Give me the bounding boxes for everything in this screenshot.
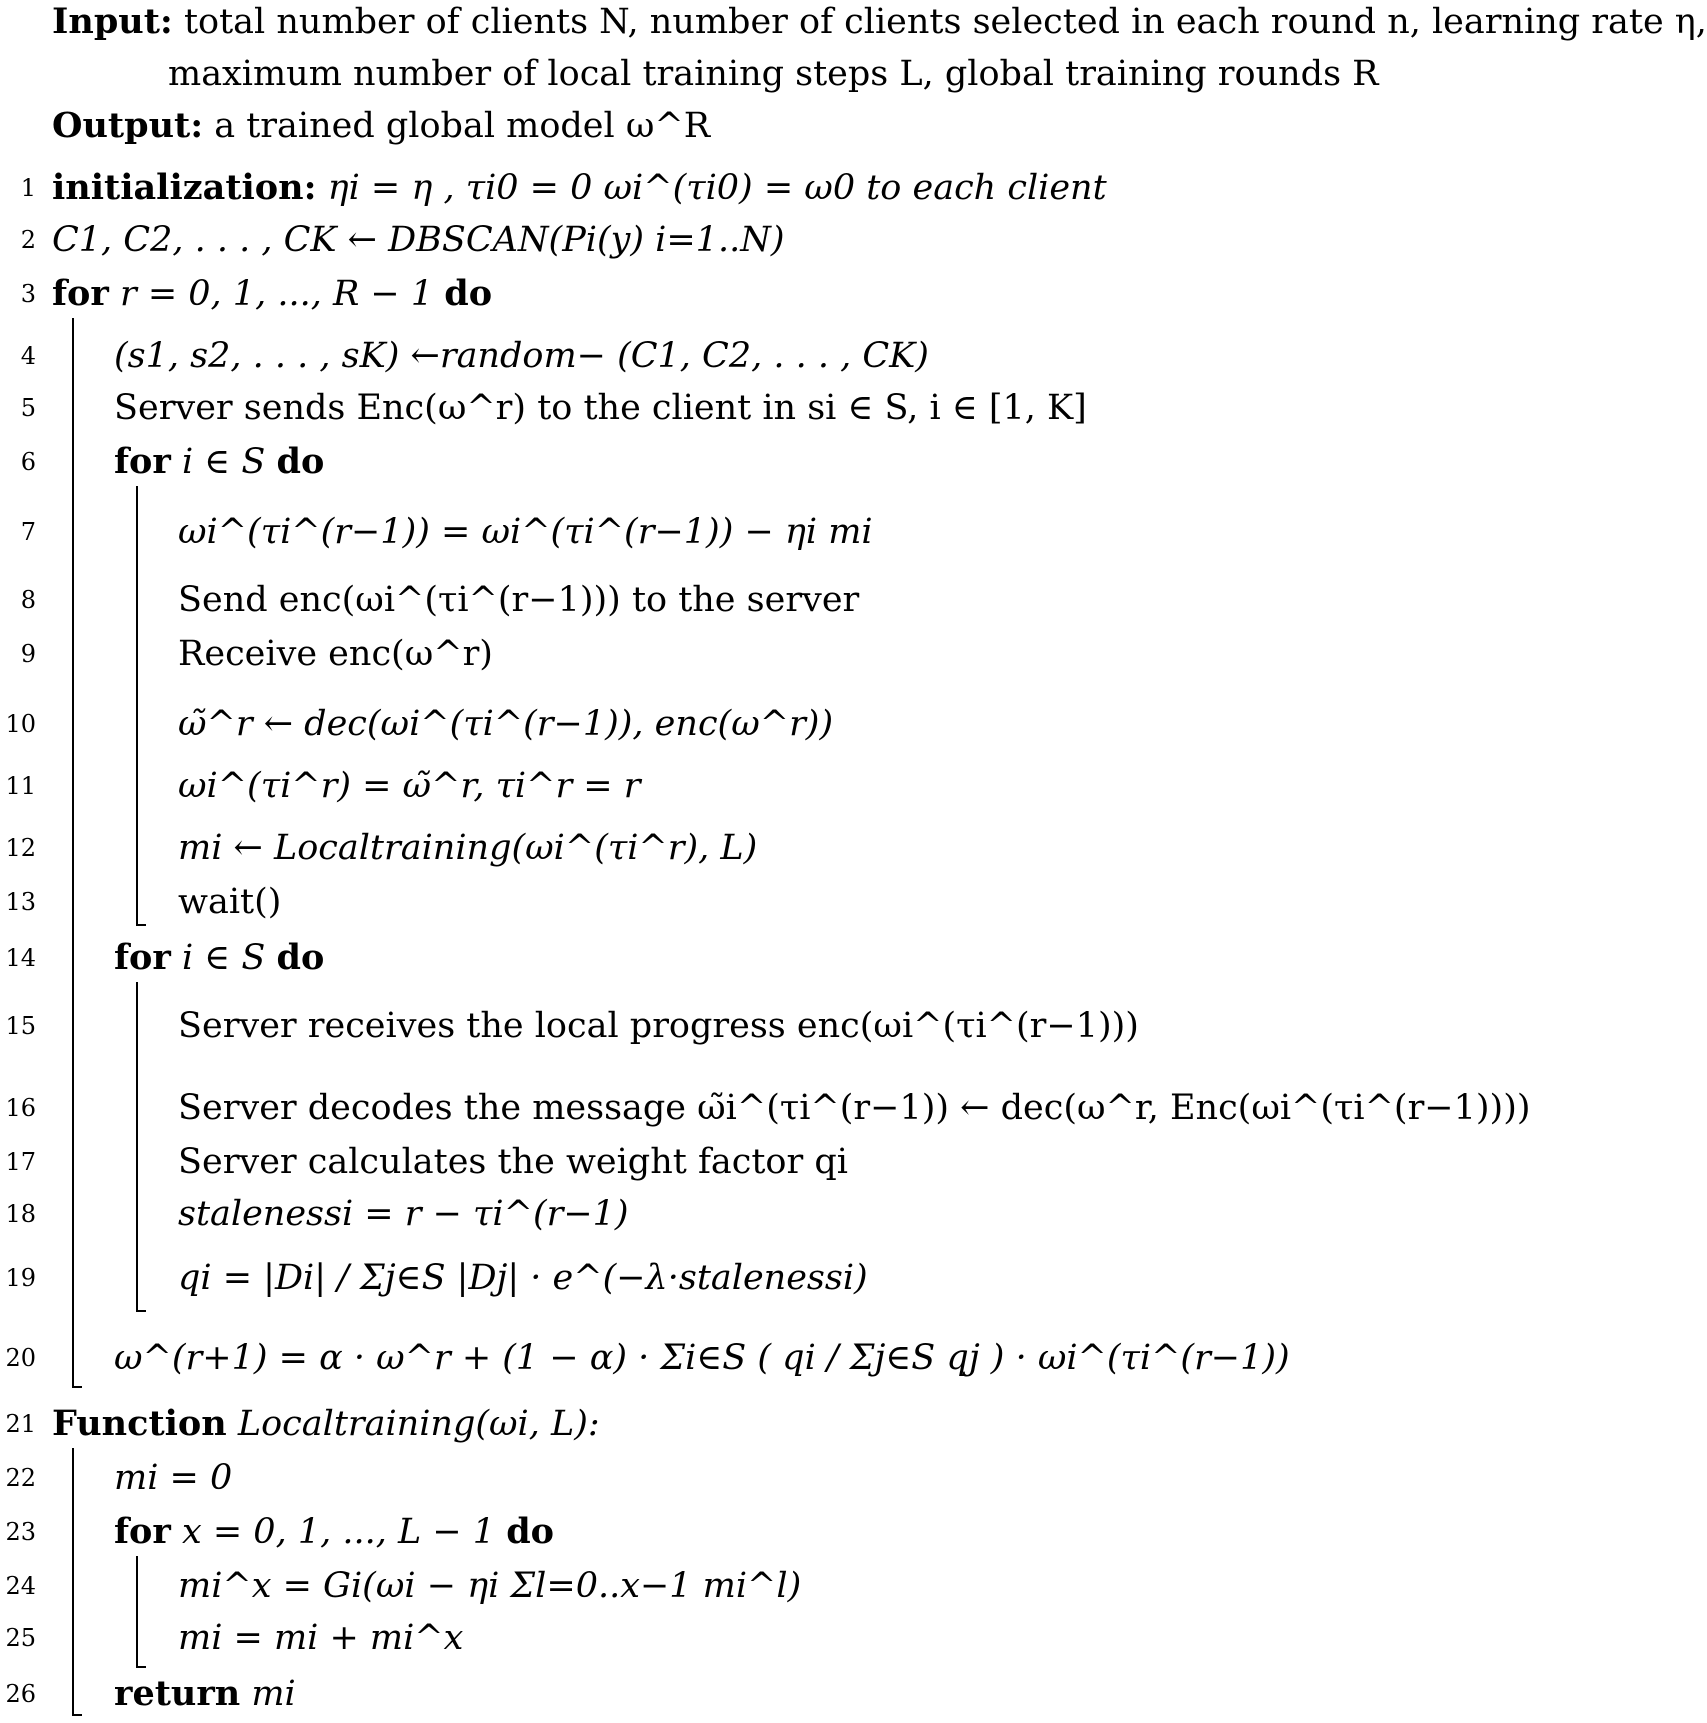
output-text: a trained global model ω^R bbox=[214, 106, 711, 146]
algo-line-3 bbox=[0, 268, 1546, 320]
statement: mi bbox=[251, 1674, 296, 1714]
algo-line-2 bbox=[0, 214, 1546, 266]
input-label: Input: bbox=[52, 1, 173, 42]
algo-line-6 bbox=[0, 436, 1546, 488]
line-number: 5 bbox=[20, 394, 36, 422]
line-number: 23 bbox=[5, 1518, 36, 1546]
algo-line-10 bbox=[0, 698, 1546, 750]
statement: Server calculates the weight factor qi bbox=[178, 1142, 848, 1182]
line-number: 17 bbox=[5, 1148, 36, 1176]
statement: x = 0, 1, ..., L − 1 bbox=[181, 1512, 496, 1552]
algo-line-19 bbox=[0, 1252, 1546, 1304]
line-number: 22 bbox=[5, 1464, 36, 1492]
line-number: 20 bbox=[5, 1344, 36, 1372]
statement: ωi^(τi^r) = ω̃^r, τi^r = r bbox=[178, 766, 641, 806]
keyword: for bbox=[114, 937, 171, 978]
statement: i ∈ S bbox=[181, 938, 266, 978]
statement: Receive enc(ω^r) bbox=[178, 634, 493, 674]
line-content bbox=[114, 1506, 554, 1558]
keyword: Function bbox=[52, 1403, 227, 1444]
input-line-1 bbox=[52, 2, 1707, 42]
input-text-2: maximum number of local training steps L, global training rounds R bbox=[168, 54, 1379, 94]
statement: wait() bbox=[178, 882, 282, 922]
algo-line-23 bbox=[0, 1506, 1546, 1558]
output-label: Output: bbox=[52, 105, 204, 146]
algo-line-25 bbox=[0, 1612, 1546, 1664]
statement: Server receives the local progress enc(ωi^(τi^(r−1))) bbox=[178, 1006, 1139, 1046]
line-number: 18 bbox=[5, 1200, 36, 1228]
algo-line-17 bbox=[0, 1136, 1546, 1188]
statement: stalenessi = r − τi^(r−1) bbox=[178, 1194, 629, 1234]
algo-line-26 bbox=[0, 1668, 1546, 1720]
keyword: for bbox=[52, 273, 109, 314]
line-number: 6 bbox=[20, 448, 36, 476]
algo-line-13 bbox=[0, 876, 1546, 928]
keyword: initialization: bbox=[52, 167, 317, 208]
algo-line-18 bbox=[0, 1188, 1546, 1240]
keyword: for bbox=[114, 441, 171, 482]
statement: C1, C2, . . . , CK ← DBSCAN(Pi(y) i=1..N) bbox=[52, 220, 785, 260]
input-text-1: total number of clients N, number of clients selected in each round n, learning rate η, bbox=[183, 2, 1707, 42]
line-number: 9 bbox=[20, 640, 36, 668]
output-line bbox=[52, 106, 710, 146]
inner-for-block-bar-1 bbox=[136, 486, 138, 926]
line-number: 3 bbox=[20, 280, 36, 308]
algo-line-8 bbox=[0, 574, 1546, 626]
line-number: 14 bbox=[5, 944, 36, 972]
statement: ω^(r+1) = α · ω^r + (1 − α) · Σi∈S ( qi / Σj∈S qj ) · ωi^(τi^(r−1)) bbox=[114, 1338, 1290, 1378]
line-number: 11 bbox=[5, 772, 36, 800]
algo-line-21 bbox=[0, 1398, 1546, 1450]
statement: mi = mi + mi^x bbox=[178, 1618, 464, 1658]
function-block-bar bbox=[72, 1448, 74, 1716]
statement: Server decodes the message ω̃i^(τi^(r−1)) ← dec(ω^r, Enc(ωi^(τi^(r−1)))) bbox=[178, 1088, 1531, 1128]
local-for-block-hook bbox=[136, 1666, 146, 1668]
line-content bbox=[114, 932, 324, 984]
keyword: do bbox=[276, 937, 325, 978]
statement: ηi = η , τi0 = 0 ωi^(τi0) = ω0 to each client bbox=[327, 168, 1107, 208]
line-number: 7 bbox=[20, 518, 36, 546]
statement: mi^x = Gi(ωi − ηi Σl=0..x−1 mi^l) bbox=[178, 1566, 802, 1606]
algo-line-4 bbox=[0, 330, 1546, 382]
line-number: 15 bbox=[5, 1012, 36, 1040]
line-number: 2 bbox=[20, 226, 36, 254]
statement: Localtraining(ωi, L): bbox=[237, 1404, 600, 1444]
statement: mi = 0 bbox=[114, 1458, 233, 1498]
line-number: 12 bbox=[5, 834, 36, 862]
line-content bbox=[114, 436, 324, 488]
keyword: do bbox=[444, 273, 493, 314]
inner-for-block-bar-2 bbox=[136, 982, 138, 1312]
algo-line-7 bbox=[0, 506, 1546, 558]
input-line-2 bbox=[168, 54, 1379, 94]
statement: r = 0, 1, ..., R − 1 bbox=[119, 274, 434, 314]
keyword: do bbox=[276, 441, 325, 482]
statement: ωi^(τi^(r−1)) = ωi^(τi^(r−1)) − ηi mi bbox=[178, 512, 873, 552]
line-content bbox=[52, 1398, 600, 1450]
line-number: 24 bbox=[5, 1572, 36, 1600]
line-number: 10 bbox=[5, 710, 36, 738]
line-number: 19 bbox=[5, 1264, 36, 1292]
inner-for-block-hook-2 bbox=[136, 1310, 146, 1312]
line-number: 21 bbox=[5, 1410, 36, 1438]
line-number: 13 bbox=[5, 888, 36, 916]
keyword: for bbox=[114, 1511, 171, 1552]
outer-for-block-bar bbox=[72, 318, 74, 1388]
inner-for-block-hook-1 bbox=[136, 924, 146, 926]
algo-line-11 bbox=[0, 760, 1546, 812]
algo-line-9 bbox=[0, 628, 1546, 680]
line-content bbox=[114, 1668, 296, 1720]
algo-line-1 bbox=[0, 162, 1546, 214]
algo-line-20 bbox=[0, 1332, 1546, 1384]
statement: (s1, s2, . . . , sK) ←random− (C1, C2, . . . , CK) bbox=[114, 336, 929, 376]
line-content bbox=[52, 162, 1107, 214]
statement: i ∈ S bbox=[181, 442, 266, 482]
keyword: return bbox=[114, 1673, 241, 1714]
statement: ω̃^r ← dec(ωi^(τi^(r−1)), enc(ω^r)) bbox=[178, 704, 834, 744]
algo-line-5 bbox=[0, 382, 1546, 434]
algo-line-24 bbox=[0, 1560, 1546, 1612]
line-number: 26 bbox=[5, 1680, 36, 1708]
algo-line-14 bbox=[0, 932, 1546, 984]
statement: Send enc(ωi^(τi^(r−1))) to the server bbox=[178, 580, 860, 620]
line-number: 16 bbox=[5, 1094, 36, 1122]
algo-line-15 bbox=[0, 1000, 1546, 1052]
line-number: 4 bbox=[20, 342, 36, 370]
outer-for-block-hook bbox=[72, 1386, 82, 1388]
local-for-block-bar bbox=[136, 1556, 138, 1668]
statement: mi ← Localtraining(ωi^(τi^r), L) bbox=[178, 828, 758, 868]
line-number: 25 bbox=[5, 1624, 36, 1652]
statement: qi = |Di| / Σj∈S |Dj| · e^(−λ·stalenessi) bbox=[178, 1258, 868, 1298]
line-content bbox=[52, 268, 492, 320]
algo-line-12 bbox=[0, 822, 1546, 874]
algo-line-16 bbox=[0, 1082, 1546, 1134]
function-block-hook bbox=[72, 1714, 82, 1716]
statement: Server sends Enc(ω^r) to the client in si ∈ S, i ∈ [1, K] bbox=[114, 388, 1087, 428]
algo-line-22 bbox=[0, 1452, 1546, 1504]
keyword: do bbox=[506, 1511, 555, 1552]
line-number: 8 bbox=[20, 586, 36, 614]
line-number: 1 bbox=[20, 174, 36, 202]
